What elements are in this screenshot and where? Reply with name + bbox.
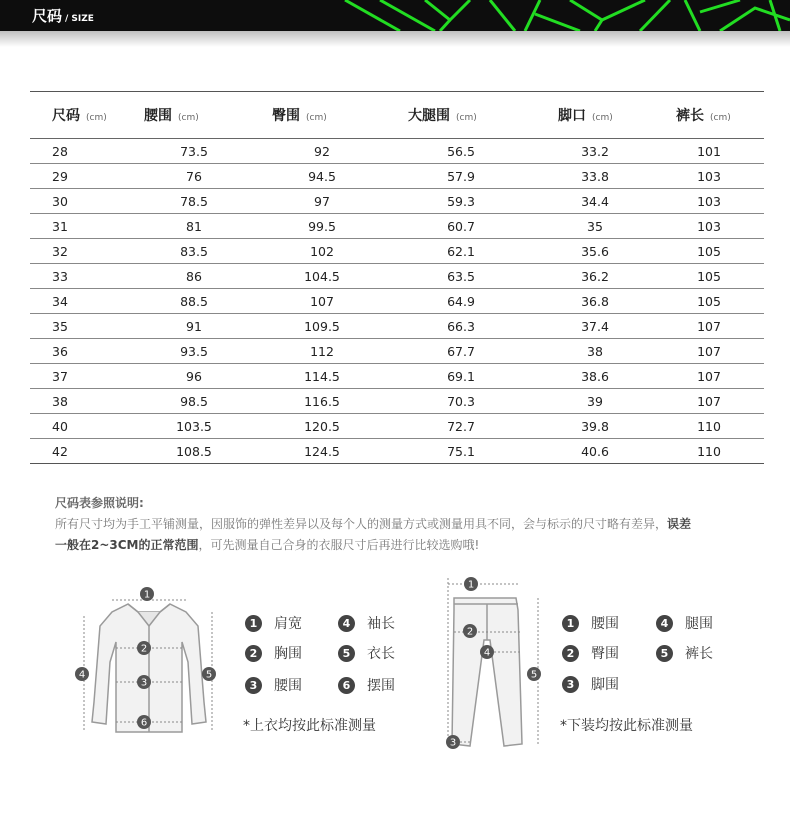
legend-pants-hip: 2 臀围 (562, 643, 619, 663)
table-cell: 59.3 (386, 189, 536, 214)
table-row (30, 189, 764, 214)
table-cell: 36.2 (536, 264, 654, 289)
table-cell: 101 (654, 139, 764, 164)
svg-text:3: 3 (449, 737, 457, 749)
table-cell: 92 (258, 139, 386, 164)
legend-pants-thigh: 4 腿围 (656, 613, 713, 633)
table-cell: 103 (654, 164, 764, 189)
table-cell: 103.5 (130, 414, 258, 439)
table-cell: 104.5 (258, 264, 386, 289)
legend-waist: 3 腰围 (245, 675, 302, 695)
table-cell: 35 (536, 214, 654, 239)
table-row (30, 364, 764, 389)
pants-marker-3 (446, 735, 460, 749)
table-cell: 34.4 (536, 189, 654, 214)
table-cell: 67.7 (386, 339, 536, 364)
table-cell: 93.5 (130, 339, 258, 364)
svg-text:5: 5 (205, 669, 213, 681)
table-cell: 73.5 (130, 139, 258, 164)
table-cell: 35 (30, 314, 130, 339)
table-cell: 107 (654, 389, 764, 414)
table-cell: 36.8 (536, 289, 654, 314)
pants-diagram (440, 570, 550, 752)
table-cell: 57.9 (386, 164, 536, 189)
table-cell: 107 (654, 314, 764, 339)
table-cell: 78.5 (130, 189, 258, 214)
table-cell: 38 (536, 339, 654, 364)
table-cell: 37.4 (536, 314, 654, 339)
table-cell: 114.5 (258, 364, 386, 389)
table-cell: 109.5 (258, 314, 386, 339)
table-cell: 39.8 (536, 414, 654, 439)
table-cell: 96 (130, 364, 258, 389)
header-shadow (0, 31, 790, 47)
svg-text:6: 6 (140, 717, 148, 729)
table-cell: 83.5 (130, 239, 258, 264)
table-cell: 29 (30, 164, 130, 189)
table-cell: 60.7 (386, 214, 536, 239)
table-cell: 39 (536, 389, 654, 414)
green-lines-decoration (340, 0, 790, 31)
table-cell: 116.5 (258, 389, 386, 414)
table-cell: 40.6 (536, 439, 654, 464)
table-cell: 69.1 (386, 364, 536, 389)
table-cell: 88.5 (130, 289, 258, 314)
table-cell: 64.9 (386, 289, 536, 314)
shirt-marker-1 (140, 587, 154, 601)
table-cell: 98.5 (130, 389, 258, 414)
col-header-length: 裤长 (cm) (654, 92, 764, 139)
table-cell: 107 (654, 339, 764, 364)
table-cell: 37 (30, 364, 130, 389)
table-row (30, 239, 764, 264)
table-row (30, 164, 764, 189)
pants-marker-1 (464, 577, 478, 591)
table-cell: 40 (30, 414, 130, 439)
table-cell: 97 (258, 189, 386, 214)
table-cell: 30 (30, 189, 130, 214)
table-cell: 56.5 (386, 139, 536, 164)
table-cell: 107 (654, 364, 764, 389)
table-cell: 42 (30, 439, 130, 464)
header-subtitle: / SIZE (65, 14, 94, 24)
shirt-marker-5 (202, 667, 216, 681)
legend-pants-leg-opening: 3 脚围 (562, 674, 619, 694)
table-cell: 33.2 (536, 139, 654, 164)
shirt-marker-2 (137, 641, 151, 655)
bottom-standard-note: *下装均按此标准测量 (560, 718, 693, 734)
table-cell: 75.1 (386, 439, 536, 464)
top-standard-note: *上衣均按此标准测量 (243, 718, 376, 734)
legend-pants-waist: 1 腰围 (562, 613, 619, 633)
notes-line2: ，可先测量自己合身的衣服尺寸后再进行比较选购哦! (198, 538, 480, 552)
col-header-waist: 腰围 (cm) (130, 92, 258, 139)
size-table (30, 91, 764, 464)
table-cell: 38 (30, 389, 130, 414)
col-header-hip: 臀围 (cm) (258, 92, 386, 139)
table-cell: 66.3 (386, 314, 536, 339)
table-row (30, 389, 764, 414)
table-row (30, 289, 764, 314)
table-cell: 36 (30, 339, 130, 364)
table-row (30, 214, 764, 239)
shirt-diagram (70, 582, 230, 742)
svg-text:2: 2 (466, 626, 474, 638)
table-cell: 110 (654, 414, 764, 439)
svg-text:1: 1 (143, 589, 151, 601)
table-cell: 110 (654, 439, 764, 464)
table-row (30, 264, 764, 289)
legend-chest: 2 胸围 (245, 643, 302, 663)
table-row (30, 439, 764, 464)
table-cell: 35.6 (536, 239, 654, 264)
pants-marker-2 (463, 624, 477, 638)
header-banner (0, 0, 790, 31)
table-cell: 34 (30, 289, 130, 314)
table-header-row (30, 92, 764, 139)
table-cell: 76 (130, 164, 258, 189)
notes-title: 尺码表参照说明: (55, 496, 144, 510)
notes-emph2: 一般在2~3CM的正常范围 (55, 538, 199, 552)
svg-text:5: 5 (530, 669, 538, 681)
header-title-text: 尺码 (32, 7, 63, 25)
table-cell: 105 (654, 239, 764, 264)
table-body (30, 139, 764, 464)
table-cell: 81 (130, 214, 258, 239)
table-cell: 103 (654, 214, 764, 239)
col-header-leg-opening: 脚口 (cm) (536, 92, 654, 139)
table-cell: 72.7 (386, 414, 536, 439)
svg-text:4: 4 (483, 647, 491, 659)
table-cell: 108.5 (130, 439, 258, 464)
table-cell: 102 (258, 239, 386, 264)
table-cell: 63.5 (386, 264, 536, 289)
table-row (30, 414, 764, 439)
legend-shoulder: 1 肩宽 (245, 613, 302, 633)
legend-length: 5 衣长 (338, 643, 395, 663)
table-cell: 112 (258, 339, 386, 364)
table-cell: 38.6 (536, 364, 654, 389)
shirt-marker-3 (137, 675, 151, 689)
table-cell: 105 (654, 264, 764, 289)
legend-hem: 6 摆围 (338, 675, 395, 695)
notes-emph1: 误差 (667, 517, 692, 531)
table-cell: 70.3 (386, 389, 536, 414)
shirt-marker-4 (75, 667, 89, 681)
table-cell: 33 (30, 264, 130, 289)
svg-text:4: 4 (78, 669, 86, 681)
table-cell: 31 (30, 214, 130, 239)
legend-sleeve: 4 袖长 (338, 613, 395, 633)
col-header-thigh: 大腿围 (cm) (386, 92, 536, 139)
table-cell: 94.5 (258, 164, 386, 189)
pants-marker-4 (480, 645, 494, 659)
svg-text:2: 2 (140, 643, 148, 655)
pants-marker-5 (527, 667, 541, 681)
shirt-marker-6 (137, 715, 151, 729)
notes-line1: 所有尺寸均为手工平铺测量，因服饰的弹性差异以及每个人的测量方式或测量用具不同，会与标示的尺寸略有差异， (55, 517, 668, 531)
table-cell: 103 (654, 189, 764, 214)
table-cell: 86 (130, 264, 258, 289)
notes-body (55, 514, 760, 556)
svg-text:3: 3 (140, 677, 148, 689)
table-cell: 99.5 (258, 214, 386, 239)
table-cell: 107 (258, 289, 386, 314)
table-cell: 105 (654, 289, 764, 314)
table-cell: 62.1 (386, 239, 536, 264)
legend-pants-length: 5 裤长 (656, 643, 713, 663)
table-cell: 124.5 (258, 439, 386, 464)
svg-text:1: 1 (467, 579, 475, 591)
col-header-size: 尺码 (cm) (30, 92, 130, 139)
table-cell: 120.5 (258, 414, 386, 439)
table-cell: 33.8 (536, 164, 654, 189)
table-row (30, 339, 764, 364)
table-row (30, 139, 764, 164)
table-cell: 32 (30, 239, 130, 264)
table-cell: 28 (30, 139, 130, 164)
header-title (32, 5, 94, 26)
table-row (30, 314, 764, 339)
table-cell: 91 (130, 314, 258, 339)
